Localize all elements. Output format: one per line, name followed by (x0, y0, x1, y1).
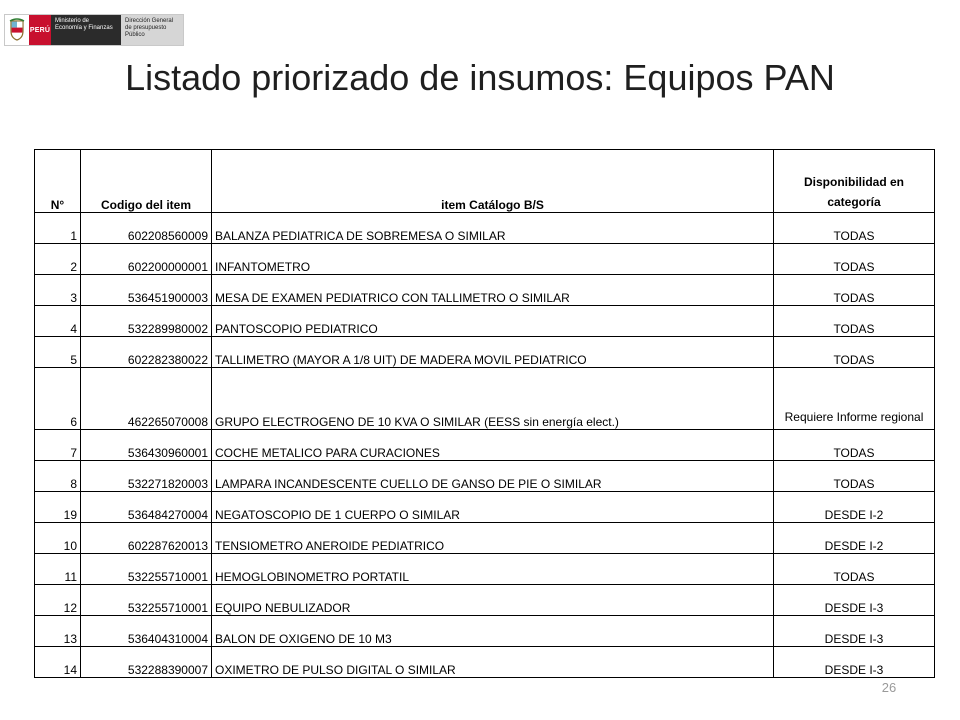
cell-item: MESA DE EXAMEN PEDIATRICO CON TALLIMETRO O SIMILAR (212, 275, 774, 306)
cell-code: 536451900003 (81, 275, 212, 306)
header-number: N° (35, 150, 81, 213)
table-row (35, 523, 935, 554)
table-row (35, 430, 935, 461)
cell-number: 13 (35, 616, 81, 647)
cell-availability: TODAS (774, 306, 935, 337)
cell-item: LAMPARA INCANDESCENTE CUELLO DE GANSO DE PIE O SIMILAR (212, 461, 774, 492)
cell-number: 8 (35, 461, 81, 492)
cell-number: 14 (35, 647, 81, 678)
cell-item: TENSIOMETRO ANEROIDE PEDIATRICO (212, 523, 774, 554)
cell-number: 2 (35, 244, 81, 275)
table-row (35, 585, 935, 616)
cell-item: HEMOGLOBINOMETRO PORTATIL (212, 554, 774, 585)
cell-availability: TODAS (774, 461, 935, 492)
cell-number: 10 (35, 523, 81, 554)
cell-item: NEGATOSCOPIO DE 1 CUERPO O SIMILAR (212, 492, 774, 523)
logo-direction: Dirección General de presupuesto Público (121, 15, 183, 45)
table-row (35, 647, 935, 678)
table-row (35, 244, 935, 275)
equipment-table (34, 149, 935, 678)
cell-code: 532288390007 (81, 647, 212, 678)
cell-number: 5 (35, 337, 81, 368)
cell-availability: TODAS (774, 337, 935, 368)
table-row (35, 616, 935, 647)
logo-ministry: Ministerio de Economía y Finanzas (51, 15, 121, 45)
cell-item: GRUPO ELECTROGENO DE 10 KVA O SIMILAR (EESS sin energía elect.) (212, 368, 774, 430)
header-code: Codigo del item (81, 150, 212, 213)
coat-of-arms-icon (5, 15, 29, 45)
cell-code: 532271820003 (81, 461, 212, 492)
table-row (35, 337, 935, 368)
cell-code: 602200000001 (81, 244, 212, 275)
cell-availability: TODAS (774, 275, 935, 306)
cell-availability: TODAS (774, 244, 935, 275)
table-row (35, 554, 935, 585)
cell-code: 536484270004 (81, 492, 212, 523)
cell-availability: TODAS (774, 213, 935, 244)
table-row (35, 275, 935, 306)
cell-number: 4 (35, 306, 81, 337)
cell-availability: Requiere Informe regional (774, 368, 935, 430)
cell-number: 1 (35, 213, 81, 244)
table-row (35, 492, 935, 523)
cell-code: 602287620013 (81, 523, 212, 554)
cell-item: OXIMETRO DE PULSO DIGITAL O SIMILAR (212, 647, 774, 678)
page-number: 26 (881, 680, 897, 695)
ministry-logo (4, 14, 184, 46)
cell-number: 6 (35, 368, 81, 430)
cell-number: 11 (35, 554, 81, 585)
table-header-row (35, 150, 935, 213)
cell-code: 462265070008 (81, 368, 212, 430)
cell-availability: DESDE I-3 (774, 585, 935, 616)
cell-number: 19 (35, 492, 81, 523)
logo-country: PERÚ (29, 15, 51, 45)
page-title: Listado priorizado de insumos: Equipos PAN (125, 57, 835, 98)
table-row (35, 306, 935, 337)
table-row (35, 368, 935, 430)
cell-code: 532255710001 (81, 554, 212, 585)
cell-item: EQUIPO NEBULIZADOR (212, 585, 774, 616)
cell-number: 12 (35, 585, 81, 616)
cell-item: BALON DE OXIGENO DE 10 M3 (212, 616, 774, 647)
cell-code: 536404310004 (81, 616, 212, 647)
cell-availability: TODAS (774, 430, 935, 461)
cell-code: 602208560009 (81, 213, 212, 244)
table-row (35, 213, 935, 244)
header-item: item Catálogo B/S (212, 150, 774, 213)
cell-code: 602282380022 (81, 337, 212, 368)
cell-item: TALLIMETRO (MAYOR A 1/8 UIT) DE MADERA MOVIL PEDIATRICO (212, 337, 774, 368)
cell-number: 3 (35, 275, 81, 306)
cell-availability: TODAS (774, 554, 935, 585)
cell-item: BALANZA PEDIATRICA DE SOBREMESA O SIMILAR (212, 213, 774, 244)
cell-number: 7 (35, 430, 81, 461)
cell-item: PANTOSCOPIO PEDIATRICO (212, 306, 774, 337)
cell-availability: DESDE I-2 (774, 523, 935, 554)
cell-availability: DESDE I-3 (774, 647, 935, 678)
header-availability: Disponibilidad en categoría (774, 150, 935, 213)
cell-code: 532289980002 (81, 306, 212, 337)
cell-item: COCHE METALICO PARA CURACIONES (212, 430, 774, 461)
cell-code: 536430960001 (81, 430, 212, 461)
cell-item: INFANTOMETRO (212, 244, 774, 275)
table-row (35, 461, 935, 492)
cell-code: 532255710001 (81, 585, 212, 616)
cell-availability: DESDE I-3 (774, 616, 935, 647)
cell-availability: DESDE I-2 (774, 492, 935, 523)
